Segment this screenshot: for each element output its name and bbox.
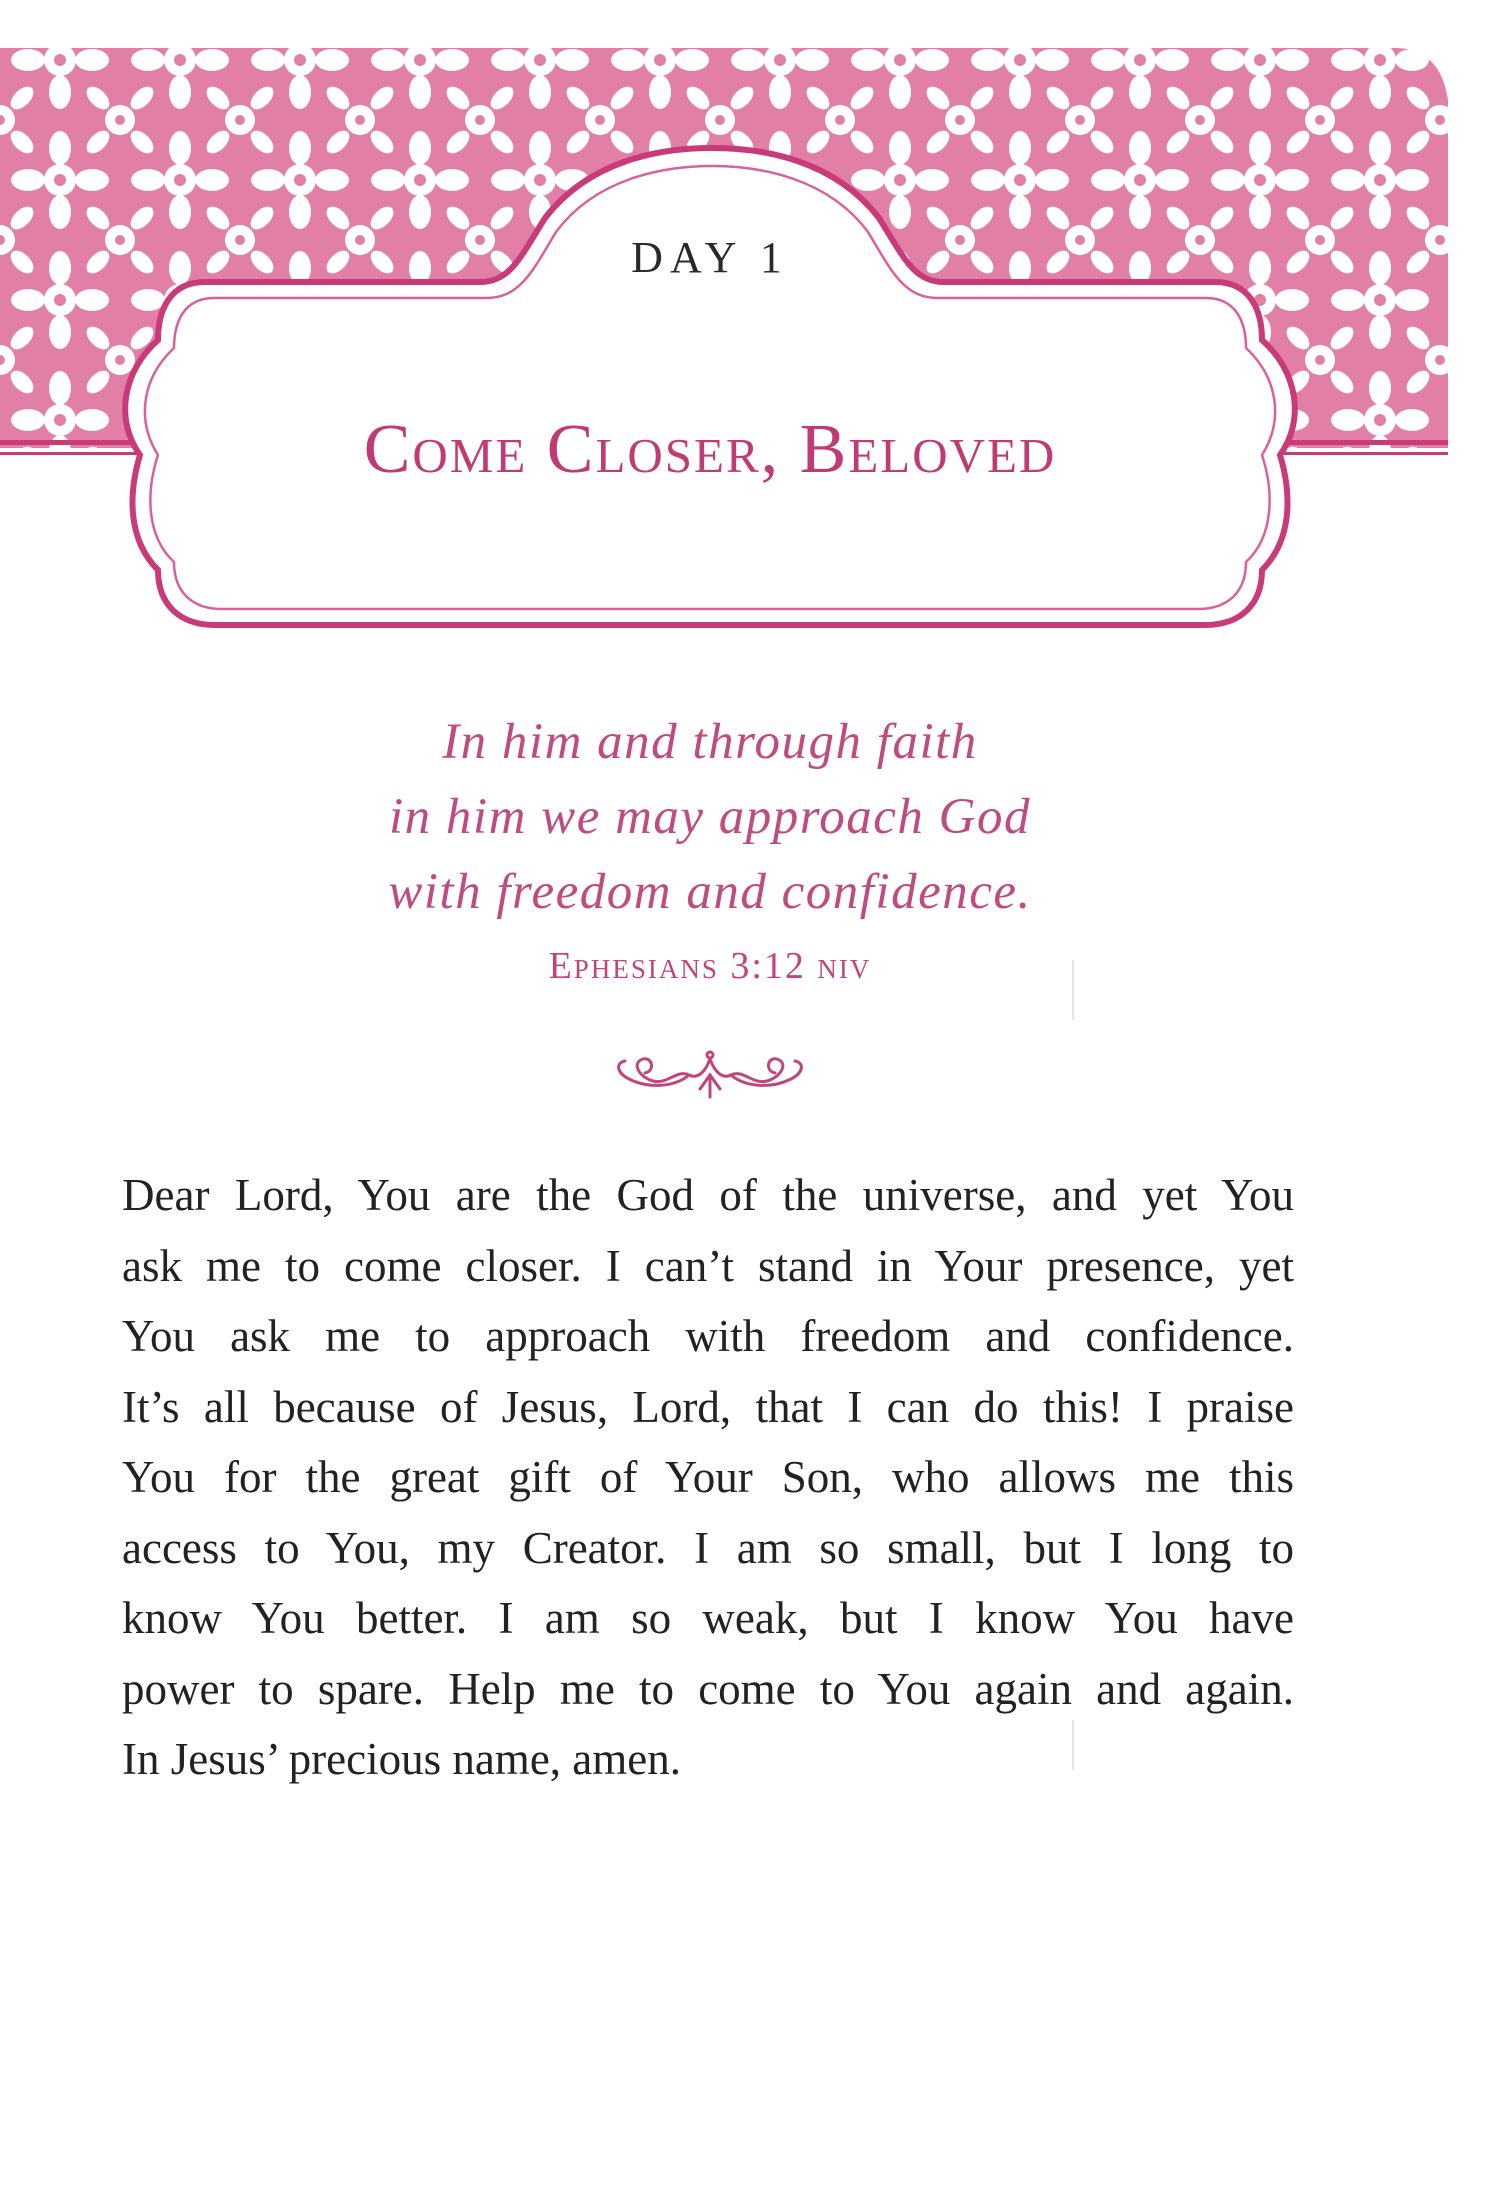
prayer-line: access to You, my Creator. I am so small, but I long to (122, 1522, 1294, 1573)
day-label: DAY 1 (631, 233, 789, 282)
prayer-line: know You better. I am so weak, but I know You have (122, 1593, 1294, 1643)
verse-line: in him we may approach God (389, 789, 1031, 845)
page-title: Come Closer, Beloved (363, 411, 1057, 488)
prayer-line: In Jesus’ precious name, amen. (122, 1734, 681, 1784)
verse-reference: Ephesians 3:12 niv (548, 945, 872, 987)
prayer-line: ask me to come closer. I can’t stand in Your presence, yet (122, 1240, 1294, 1291)
verse-line: with freedom and confidence. (388, 864, 1032, 920)
page-crease (1072, 1720, 1074, 1770)
prayer-text (122, 1160, 1294, 1795)
flourish-ornament-icon (605, 1045, 815, 1101)
prayer-line: You ask me to approach with freedom and confidence. (122, 1311, 1294, 1361)
prayer-line: You for the great gift of Your Son, who allows me this (122, 1452, 1294, 1502)
header-banner (0, 0, 1500, 700)
prayer-line: It’s all because of Jesus, Lord, that I can do this! I praise (122, 1381, 1294, 1432)
prayer-line: Dear Lord, You are the God of the universe, and yet You (122, 1170, 1294, 1220)
page-crease (1072, 960, 1074, 1020)
scripture-verse (0, 705, 1420, 930)
prayer-line: power to spare. Help me to come to You again and again. (122, 1663, 1294, 1714)
verse-line: In him and through faith (442, 714, 978, 770)
